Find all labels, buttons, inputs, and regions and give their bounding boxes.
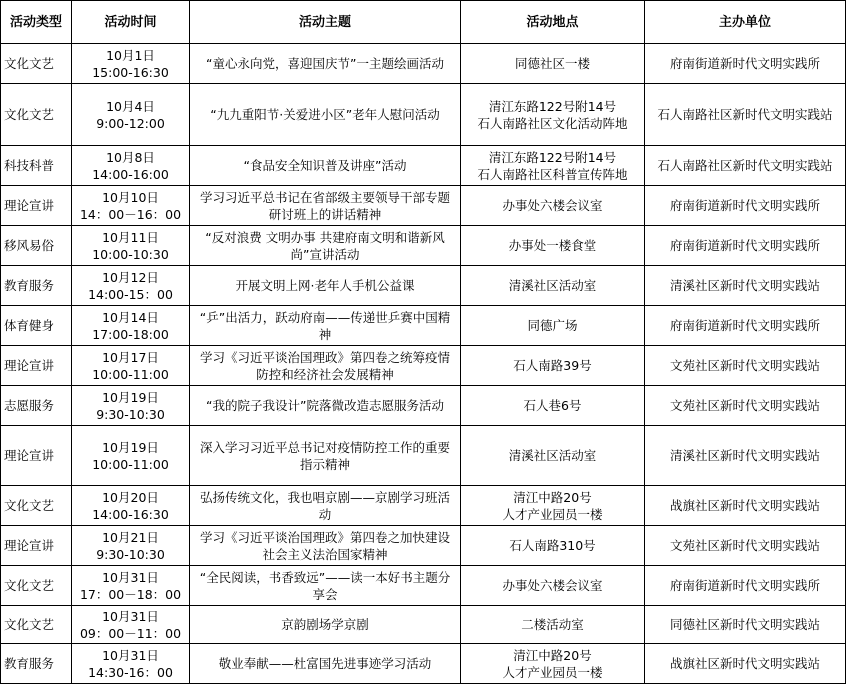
cell-activity-time: [72, 486, 190, 526]
cell-activity-time: [72, 606, 190, 644]
table-row: [1, 226, 846, 266]
cell-activity-time: [72, 306, 190, 346]
header-organizer: 主办单位: [645, 1, 846, 44]
cell-organizer: 府南街道新时代文明实践所: [645, 186, 846, 226]
cell-activity-type: 体育健身: [1, 306, 72, 346]
cell-activity-place: 同德社区一楼: [461, 44, 645, 84]
cell-organizer: 战旗社区新时代文明实践站: [645, 644, 846, 684]
cell-activity-type: 理论宣讲: [1, 426, 72, 486]
cell-activity-theme: 学习《习近平谈治国理政》第四卷之加快建设社会主义法治国家精神: [190, 526, 461, 566]
cell-organizer: 府南街道新时代文明实践所: [645, 566, 846, 606]
cell-activity-type: 文化文艺: [1, 606, 72, 644]
activity-date: 10月1日: [106, 47, 155, 63]
cell-activity-time: [72, 44, 190, 84]
cell-activity-time: [72, 526, 190, 566]
cell-activity-type: 志愿服务: [1, 386, 72, 426]
header-activity-place: 活动地点: [461, 1, 645, 44]
cell-activity-time: [72, 346, 190, 386]
activity-time-range: 17:00-18:00: [92, 326, 169, 342]
cell-activity-type: 科技科普: [1, 146, 72, 186]
table-row: [1, 266, 846, 306]
table-header: [1, 1, 846, 44]
cell-activity-place: 清江中路20号 人才产业园员一楼: [461, 486, 645, 526]
activity-time-range: 10:00-10:30: [92, 246, 169, 262]
table-row: [1, 146, 846, 186]
cell-organizer: 清溪社区新时代文明实践站: [645, 266, 846, 306]
cell-activity-time: [72, 644, 190, 684]
cell-activity-theme: 京韵剧场学京剧: [190, 606, 461, 644]
cell-activity-theme: “九九重阳节·关爱进小区”老年人慰问活动: [190, 84, 461, 146]
activity-date: 10月12日: [102, 269, 159, 285]
cell-organizer: 府南街道新时代文明实践所: [645, 44, 846, 84]
activity-time-range: 14：00－16：00: [79, 206, 182, 222]
cell-activity-theme: 学习《习近平谈治国理政》第四卷之统筹疫情防控和经济社会发展精神: [190, 346, 461, 386]
cell-activity-theme: 深入学习习近平总书记对疫情防控工作的重要指示精神: [190, 426, 461, 486]
cell-activity-place: 清江东路122号附14号 石人南路社区科普宣传阵地: [461, 146, 645, 186]
activity-date: 10月20日: [102, 489, 159, 505]
activity-time-range: 14:00-15：00: [88, 286, 173, 302]
cell-activity-theme: “反对浪费 文明办事 共建府南文明和谐新风尚”宣讲活动: [190, 226, 461, 266]
cell-activity-time: [72, 426, 190, 486]
table-row: [1, 566, 846, 606]
cell-organizer: 文苑社区新时代文明实践站: [645, 526, 846, 566]
cell-activity-place: 清溪社区活动室: [461, 426, 645, 486]
activity-date: 10月31日: [102, 569, 159, 585]
activity-date: 10月19日: [102, 389, 159, 405]
cell-activity-time: [72, 84, 190, 146]
cell-activity-place: 办事处六楼会议室: [461, 566, 645, 606]
table-row: [1, 186, 846, 226]
table-row: [1, 426, 846, 486]
activity-time-range: 15:00-16:30: [92, 64, 169, 80]
activity-time-range: 9:30-10:30: [96, 406, 165, 422]
table-row: [1, 386, 846, 426]
cell-activity-theme: “全民阅读，书香致远”——读一本好书主题分享会: [190, 566, 461, 606]
activity-date: 10月31日: [102, 647, 159, 663]
header-row: [1, 1, 846, 44]
cell-activity-theme: “食品安全知识普及讲座”活动: [190, 146, 461, 186]
cell-activity-place: 二楼活动室: [461, 606, 645, 644]
cell-activity-theme: “我的院子我设计”院落微改造志愿服务活动: [190, 386, 461, 426]
table-body: [1, 44, 846, 684]
activity-time-range: 10:00-11:00: [92, 456, 169, 472]
activity-date: 10月10日: [102, 189, 159, 205]
cell-activity-theme: 学习习近平总书记在省部级主要领导干部专题研讨班上的讲话精神: [190, 186, 461, 226]
cell-activity-time: [72, 386, 190, 426]
cell-activity-theme: 敬业奉献——杜富国先进事迹学习活动: [190, 644, 461, 684]
cell-activity-type: 文化文艺: [1, 486, 72, 526]
activity-date: 10月14日: [102, 309, 159, 325]
cell-activity-type: 文化文艺: [1, 566, 72, 606]
cell-activity-place: 石人巷6号: [461, 386, 645, 426]
activity-time-range: 17：00－18：00: [79, 586, 182, 602]
cell-activity-type: 理论宣讲: [1, 526, 72, 566]
cell-activity-type: 文化文艺: [1, 84, 72, 146]
header-activity-type: 活动类型: [1, 1, 72, 44]
cell-activity-theme: “童心永向党，喜迎国庆节”一主题绘画活动: [190, 44, 461, 84]
cell-activity-type: 教育服务: [1, 644, 72, 684]
cell-activity-time: [72, 226, 190, 266]
table-row: [1, 644, 846, 684]
activity-date: 10月31日: [102, 608, 159, 624]
activity-date: 10月4日: [106, 98, 155, 114]
activity-date: 10月17日: [102, 349, 159, 365]
cell-activity-place: 清溪社区活动室: [461, 266, 645, 306]
cell-activity-place: 办事处六楼会议室: [461, 186, 645, 226]
activity-time-range: 10:00-11:00: [92, 366, 169, 382]
cell-activity-place: 石人南路310号: [461, 526, 645, 566]
activity-time-range: 14:00-16:00: [92, 166, 169, 182]
cell-activity-place: 清江东路122号附14号 石人南路社区文化活动阵地: [461, 84, 645, 146]
table-row: [1, 526, 846, 566]
cell-organizer: 战旗社区新时代文明实践站: [645, 486, 846, 526]
cell-activity-type: 移风易俗: [1, 226, 72, 266]
cell-activity-place: 石人南路39号: [461, 346, 645, 386]
cell-organizer: 石人南路社区新时代文明实践站: [645, 146, 846, 186]
cell-activity-time: [72, 266, 190, 306]
table-row: [1, 306, 846, 346]
activity-time-range: 14:30-16：00: [88, 664, 173, 680]
cell-activity-type: 理论宣讲: [1, 186, 72, 226]
table-row: [1, 606, 846, 644]
cell-activity-place: 办事处一楼食堂: [461, 226, 645, 266]
activity-date: 10月11日: [102, 229, 159, 245]
cell-organizer: 文苑社区新时代文明实践站: [645, 346, 846, 386]
cell-activity-theme: “乒”出活力，跃动府南——传递世乒赛中国精神: [190, 306, 461, 346]
cell-activity-theme: 弘扬传统文化，我也唱京剧——京剧学习班活动: [190, 486, 461, 526]
cell-activity-type: 文化文艺: [1, 44, 72, 84]
activity-date: 10月19日: [102, 439, 159, 455]
activity-time-range: 9:30-10:30: [96, 546, 165, 562]
cell-organizer: 石人南路社区新时代文明实践站: [645, 84, 846, 146]
activity-date: 10月8日: [106, 149, 155, 165]
cell-activity-type: 理论宣讲: [1, 346, 72, 386]
cell-activity-theme: 开展文明上网·老年人手机公益课: [190, 266, 461, 306]
table-row: [1, 346, 846, 386]
cell-activity-time: [72, 186, 190, 226]
cell-activity-place: 清江中路20号 人才产业园员一楼: [461, 644, 645, 684]
header-activity-time: 活动时间: [72, 1, 190, 44]
cell-organizer: 同德社区新时代文明实践站: [645, 606, 846, 644]
activity-time-range: 14:00-16:30: [92, 506, 169, 522]
cell-activity-type: 教育服务: [1, 266, 72, 306]
activity-date: 10月21日: [102, 529, 159, 545]
cell-activity-place: 同德广场: [461, 306, 645, 346]
table-row: [1, 486, 846, 526]
cell-organizer: 府南街道新时代文明实践所: [645, 226, 846, 266]
table-row: [1, 84, 846, 146]
cell-activity-time: [72, 566, 190, 606]
cell-organizer: 文苑社区新时代文明实践站: [645, 386, 846, 426]
cell-activity-time: [72, 146, 190, 186]
cell-organizer: 府南街道新时代文明实践所: [645, 306, 846, 346]
table-row: [1, 44, 846, 84]
cell-organizer: 清溪社区新时代文明实践站: [645, 426, 846, 486]
header-activity-theme: 活动主题: [190, 1, 461, 44]
activity-time-range: 9:00-12:00: [96, 115, 165, 131]
activity-time-range: 09：00－11：00: [79, 625, 182, 641]
